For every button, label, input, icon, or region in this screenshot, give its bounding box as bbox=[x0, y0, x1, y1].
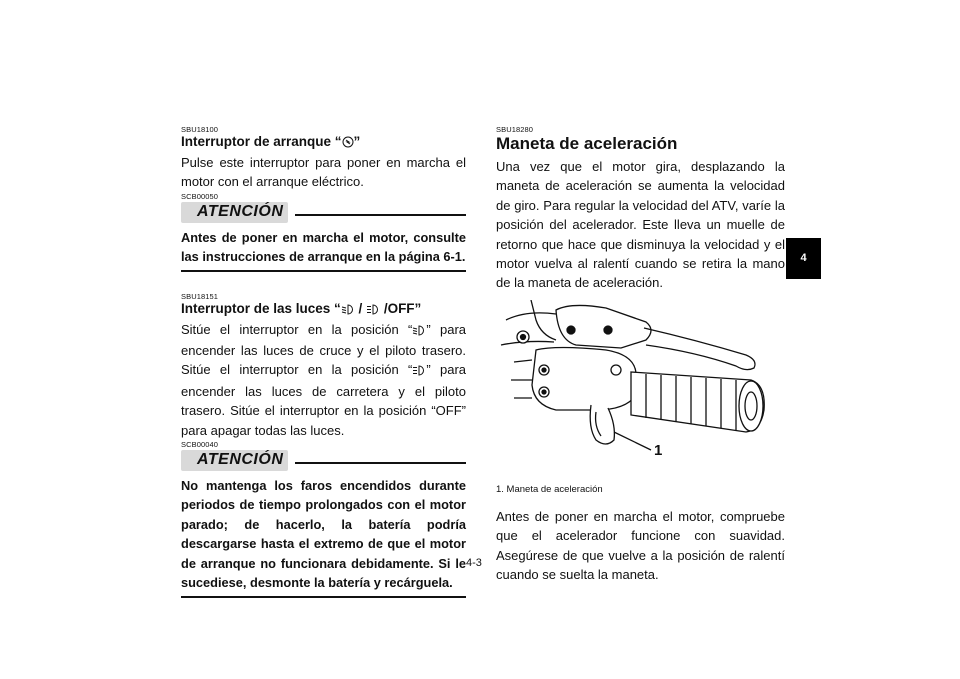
throttle-lever-illustration bbox=[496, 300, 785, 480]
paragraph-text: Sitúe el interruptor en la posición “ bbox=[181, 321, 413, 337]
high-beam-icon bbox=[366, 303, 380, 319]
warning-header bbox=[181, 450, 466, 472]
paragraph: Pulse este interruptor para poner en marcha el motor con el arranque eléctrico. bbox=[181, 155, 466, 190]
heading-text-end: /OFF” bbox=[380, 300, 422, 316]
warning-end-rule bbox=[181, 596, 466, 598]
low-beam-icon bbox=[341, 303, 355, 319]
paragraph-text: ” para encender las luces de carretera y el piloto trasero. Sitúe el interruptor en la posición “OFF” para apagar todas las luces. bbox=[181, 362, 466, 438]
warning-rule bbox=[295, 214, 466, 216]
handlebar-drawing bbox=[496, 300, 785, 480]
section-code: SBU18100 bbox=[181, 125, 219, 134]
section-code: SBU18151 bbox=[181, 291, 219, 301]
chapter-tab: 4 bbox=[786, 238, 821, 279]
section-heading-light-switch bbox=[181, 301, 466, 319]
warning-label: ATENCIÓN bbox=[197, 451, 284, 469]
heading-text: Interruptor de las luces “ bbox=[181, 300, 341, 316]
left-column bbox=[181, 125, 466, 598]
warning-header bbox=[181, 202, 466, 224]
warning-rule bbox=[295, 462, 466, 464]
page-number: 4-3 bbox=[466, 557, 482, 569]
warning-text: Antes de poner en marcha el motor, consulte las instrucciones de arranque en la página 6-1. bbox=[181, 229, 466, 265]
start-switch-icon bbox=[342, 136, 354, 152]
warning-code: SCB00040 bbox=[181, 440, 219, 450]
heading-text: Interruptor de arranque “ bbox=[181, 134, 342, 149]
high-beam-icon bbox=[412, 362, 426, 381]
heading-separator: / bbox=[354, 300, 367, 316]
warning-text: No mantenga los faros encendidos durante periodos de tiempo prolongados con el motor parado; de hacerlo, la batería podría descargarse hasta el extremo de que el motor de arranque no funcionara debidamente. Si le sucediese, desmonte la batería y recárguela. bbox=[181, 478, 466, 591]
low-beam-icon bbox=[412, 322, 426, 341]
paragraph-text: ” para encender las luces de cruce y el piloto trasero. Sitúe el interruptor en la posición “ bbox=[181, 321, 466, 378]
section-heading-start-switch bbox=[181, 134, 466, 152]
section-heading-throttle: Maneta de aceleración bbox=[496, 134, 678, 153]
paragraph: Antes de poner en marcha el motor, compruebe que el acelerador funcione con suavidad. Asegúrese de que vuelve a la posición de ralentí cuando se suelta la maneta. bbox=[496, 508, 785, 583]
warning-code: SCB00050 bbox=[181, 191, 219, 201]
figure-caption: 1. Maneta de aceleración bbox=[496, 483, 603, 495]
warning-label: ATENCIÓN bbox=[197, 202, 284, 220]
paragraph: Una vez que el motor gira, desplazando la maneta de aceleración se aumenta la velocidad de giro. Para regular la velocidad del ATV, varíe la posición del acelerador. Este lleva un muelle de retorno que hace que disminuya la velocidad y el motor vuelva al ralentí cuando se retira la mano de la maneta de aceleración. bbox=[496, 159, 785, 291]
paragraph bbox=[181, 320, 466, 440]
callout-number: 1 bbox=[654, 441, 663, 459]
heading-text-end: ” bbox=[353, 134, 361, 149]
right-column bbox=[496, 125, 785, 584]
section-code: SBU18280 bbox=[496, 125, 534, 134]
